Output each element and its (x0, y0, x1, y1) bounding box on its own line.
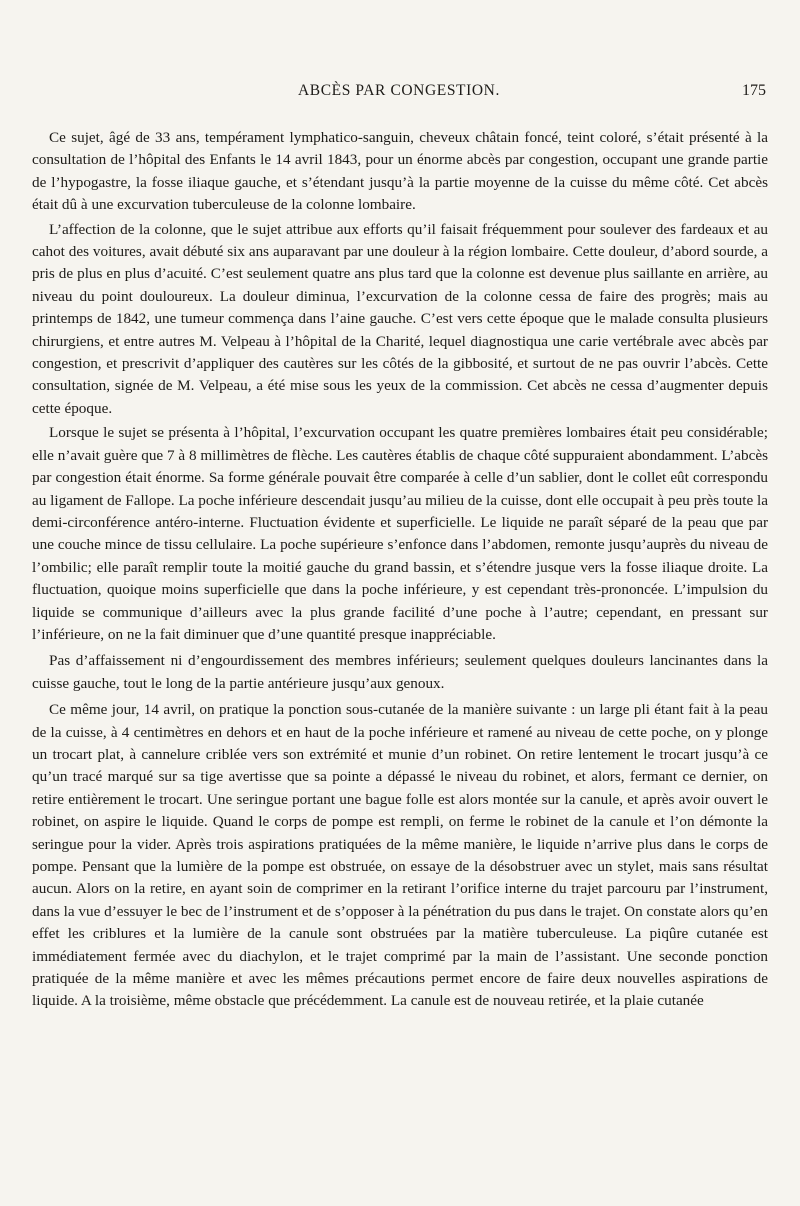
running-head: ABCÈS PAR CONGESTION. (298, 82, 500, 99)
paragraph: Ce sujet, âgé de 33 ans, tempérament lymphatico-sanguin, cheveux châtain foncé, teint coloré, s’était présenté à la consultation de l’hôpital des Enfants le 14 avril 1843, pour un énorme abcès par congestion, occupant une grande partie de l’hypogastre, la fosse iliaque gauche, et s’étendant jusqu’à la partie moyenne de la cuisse du même côté. Cet abcès était dû à une excurvation tuberculeuse de la colonne lombaire. (32, 129, 768, 214)
paragraph: L’affection de la colonne, que le sujet attribue aux efforts qu’il faisait fréquemment pour soulever des fardeaux et au cahot des voitures, avait débuté six ans auparavant par une douleur à la région lombaire. Cette douleur, d’abord sourde, a pris de plus en plus d’acuité. C’est seulement quatre ans plus tard que la colonne est devenue plus saillante en arrière, au niveau du point douloureux. La douleur diminua, l’excurvation de la colonne cessa de faire des progrès; mais au printemps de 1842, une tumeur commença dans l’aine gauche. C’est vers cette époque que le malade consulta plusieurs chirurgiens, et entre autres M. Velpeau à l’hôpital de la Charité, lequel diagnostiqua une carie vertébrale avec abcès par congestion, et prescrivit d’appliquer des cautères sur les côtés de la gibbosité, et surtout de ne pas ouvrir l’abcès. Cette consultation, signée de M. Velpeau, a été mise sous les yeux de la commission. Cet abcès ne cessa d’augmenter depuis cette époque. (32, 220, 768, 417)
body-text (32, 127, 768, 1015)
page-number: 175 (742, 82, 766, 99)
paragraph: Pas d’affaissement ni d’engourdissement des membres inférieurs; seulement quelques douleurs lancinantes dans la cuisse gauche, tout le long de la partie antérieure jusqu’aux genoux. (32, 652, 768, 692)
paragraph: Lorsque le sujet se présenta à l’hôpital, l’excurvation occupant les quatre premières lombaires était peu considérable; elle n’avait guère que 7 à 8 millimètres de flèche. Les cautères établis de chaque côté suppuraient abondamment. L’abcès par congestion était énorme. Sa forme générale pouvait être comparée à celle d’un sablier, dont le collet eût correspondu au ligament de Fallope. La poche inférieure descendait jusqu’au milieu de la cuisse, dont elle occupait à peu près toute la demi-circonférence antéro-interne. Fluctuation évidente et superficielle. Le liquide ne paraît séparé de la peau que par une couche mince de tissu cellulaire. La poche supérieure s’enfonce dans l’abdomen, remonte jusqu’auprès du niveau de l’ombilic; elle paraît remplir toute la moitié gauche du grand bassin, et s’étendre jusque vers la fosse iliaque droite. La fluctuation, quoique moins superficielle que dans la poche inférieure, y est cependant très-prononcée. L’impulsion du liquide se communique d’ailleurs avec la plus grande facilité d’une poche à l’autre; cependant, en pressant sur l’inférieure, on ne la fait diminuer que d’une quantité presque inappréciable. (32, 424, 768, 643)
page-header (32, 82, 766, 108)
paragraph: Ce même jour, 14 avril, on pratique la ponction sous-cutanée de la manière suivante : un large pli étant fait à la peau de la cuisse, à 4 centimètres en dehors et en haut de la poche inférieure et ramené au niveau de cette poche, on y plonge un trocart plat, à cannelure criblée vers son extrémité et munie d’un robinet. On retire lentement le trocart jusqu’à ce qu’un tracé marqué sur sa tige avertisse que sa pointe a dépassé le niveau du robinet, et alors, fermant ce dernier, on retire entièrement le trocart. Une seringue portant une bague folle est alors montée sur la canule, et après avoir ouvert le robinet, on aspire le liquide. Quand le corps de pompe est rempli, on ferme le robinet de la canule et l’on démonte la seringue pour la vider. Après trois aspirations pratiquées de la même manière, le liquide n’arrive plus dans le corps de pompe. Pensant que la lumière de la pompe est obstruée, on essaye de la désobstruer avec un stylet, mais sans résultat aucun. Alors on la retire, en ayant soin de comprimer en la retirant l’orifice interne du trajet parcouru par l’instrument, dans la vue d’essuyer le bec de l’instrument et de s’opposer à la pénétration du pus dans le trajet. On constate alors qu’en effet les criblures et la lumière de la canule sont obstruées par la matière tuberculeuse. La piqûre cutanée est immédiatement fermée avec du diachylon, et le trajet comprimé par la main de l’assistant. Une seconde ponction pratiquée de la même manière et avec les mêmes précautions permet encore de faire deux nouvelles aspirations de liquide. A la troisième, même obstacle que précédemment. La canule est de nouveau retirée, et la plaie cutanée (32, 701, 768, 1010)
